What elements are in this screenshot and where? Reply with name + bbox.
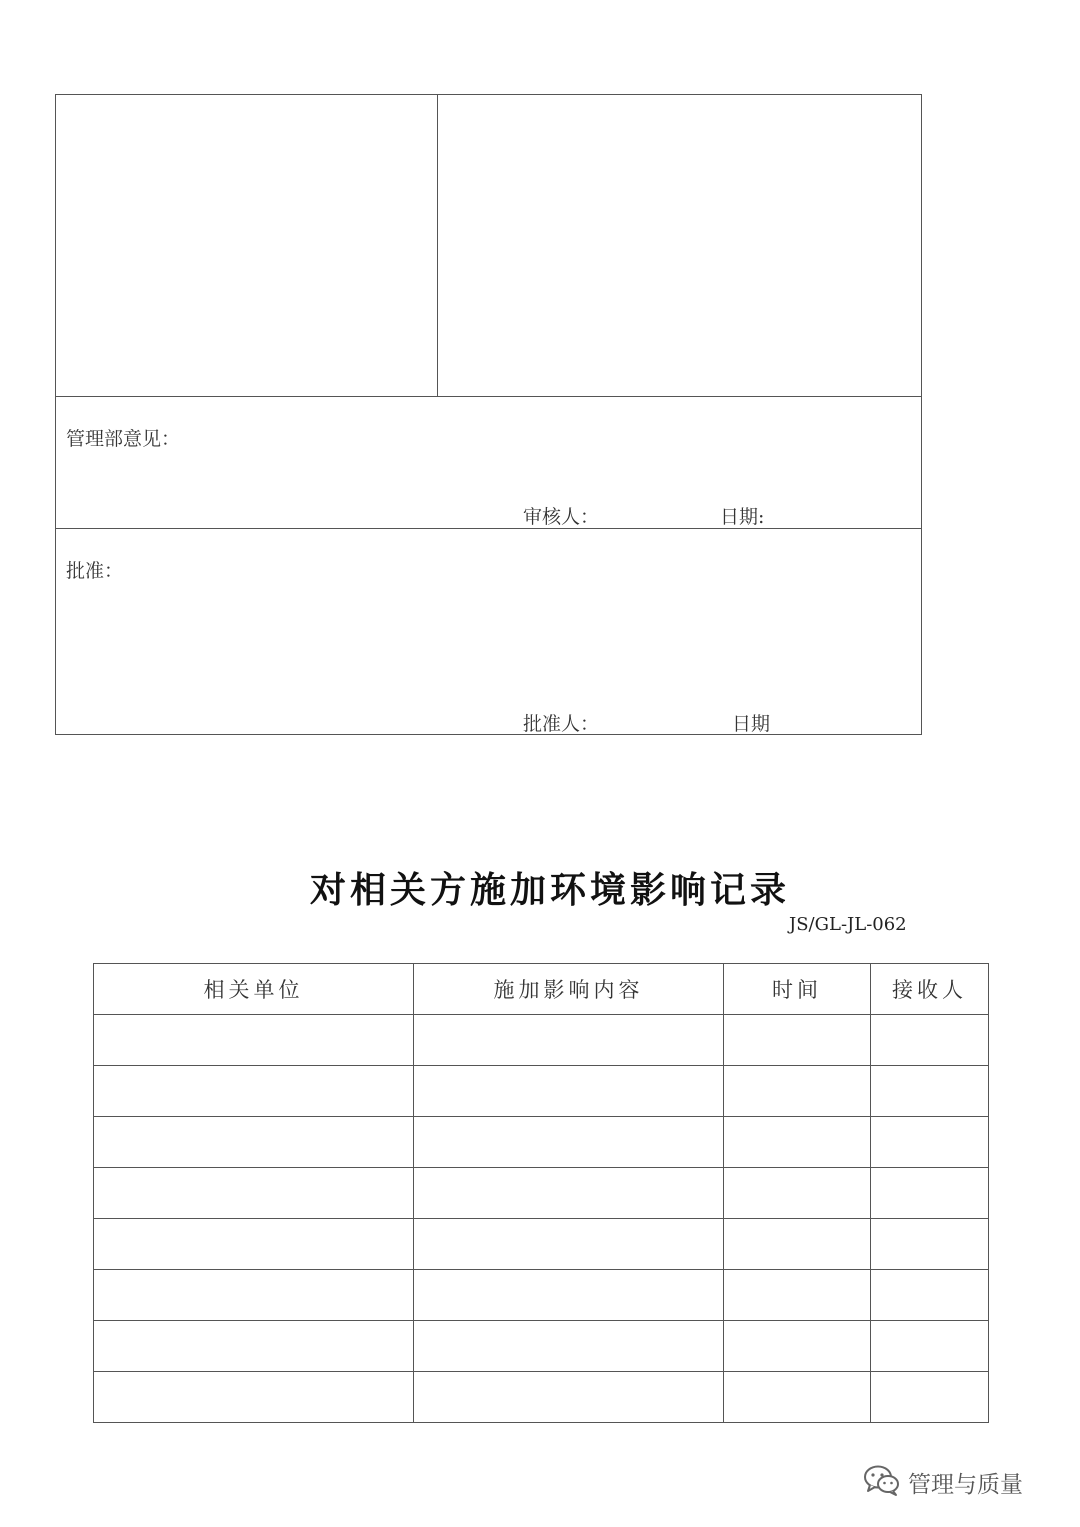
form-divider-2 (56, 528, 921, 529)
reviewer-label: 审核人： (523, 506, 600, 528)
column-header-content: 施加影响内容 (414, 964, 724, 1015)
table-row (94, 1219, 989, 1270)
table-cell[interactable] (94, 1372, 414, 1423)
table-cell[interactable] (724, 1168, 871, 1219)
table-cell[interactable] (94, 1219, 414, 1270)
table-row (94, 1321, 989, 1372)
table-row (94, 1270, 989, 1321)
table-cell[interactable] (414, 1219, 724, 1270)
table-cell[interactable] (94, 1015, 414, 1066)
table-cell[interactable] (871, 1372, 989, 1423)
table-row (94, 1066, 989, 1117)
table-cell[interactable] (724, 1066, 871, 1117)
table-cell[interactable] (871, 1270, 989, 1321)
table-cell[interactable] (871, 1321, 989, 1372)
page-title: 对相关方施加环境影响记录 (309, 869, 790, 911)
table-cell[interactable] (871, 1015, 989, 1066)
table-row (94, 1015, 989, 1066)
wechat-icon (862, 1463, 902, 1501)
form-cell-right[interactable] (438, 95, 922, 396)
table-cell[interactable] (94, 1270, 414, 1321)
approval-date-label: 日期 (732, 713, 771, 735)
table-cell[interactable] (871, 1219, 989, 1270)
table-cell[interactable] (414, 1015, 724, 1066)
table-cell[interactable] (94, 1117, 414, 1168)
table-row (94, 1117, 989, 1168)
table-cell[interactable] (871, 1066, 989, 1117)
watermark (862, 1463, 1023, 1501)
table-cell[interactable] (414, 1321, 724, 1372)
document-code: JS/GL-JL-062 (789, 914, 907, 935)
review-date-label: 日期: (720, 506, 765, 528)
table-row (94, 1372, 989, 1423)
column-header-receiver: 接收人 (871, 964, 989, 1015)
form-divider-1 (56, 396, 921, 397)
table-cell[interactable] (94, 1066, 414, 1117)
table-cell[interactable] (724, 1321, 871, 1372)
table-row (94, 1168, 989, 1219)
table-cell[interactable] (414, 1117, 724, 1168)
table-cell[interactable] (724, 1117, 871, 1168)
column-header-unit: 相关单位 (94, 964, 414, 1015)
table-cell[interactable] (724, 1372, 871, 1423)
approval-label: 批准： (66, 560, 124, 582)
table-cell[interactable] (871, 1117, 989, 1168)
watermark-text: 管理与质量 (908, 1471, 1023, 1498)
management-opinion-label: 管理部意见： (66, 428, 181, 450)
table-cell[interactable] (414, 1066, 724, 1117)
table-cell[interactable] (414, 1372, 724, 1423)
record-table (93, 963, 989, 1423)
table-cell[interactable] (414, 1168, 724, 1219)
approval-form (55, 94, 922, 735)
column-header-time: 时间 (724, 964, 871, 1015)
table-cell[interactable] (724, 1015, 871, 1066)
table-cell[interactable] (414, 1270, 724, 1321)
table-cell[interactable] (94, 1321, 414, 1372)
table-cell[interactable] (724, 1219, 871, 1270)
approver-label: 批准人： (523, 713, 600, 735)
table-cell[interactable] (724, 1270, 871, 1321)
table-header-row (94, 964, 989, 1015)
table-cell[interactable] (871, 1168, 989, 1219)
table-cell[interactable] (94, 1168, 414, 1219)
form-cell-left[interactable] (56, 95, 437, 396)
